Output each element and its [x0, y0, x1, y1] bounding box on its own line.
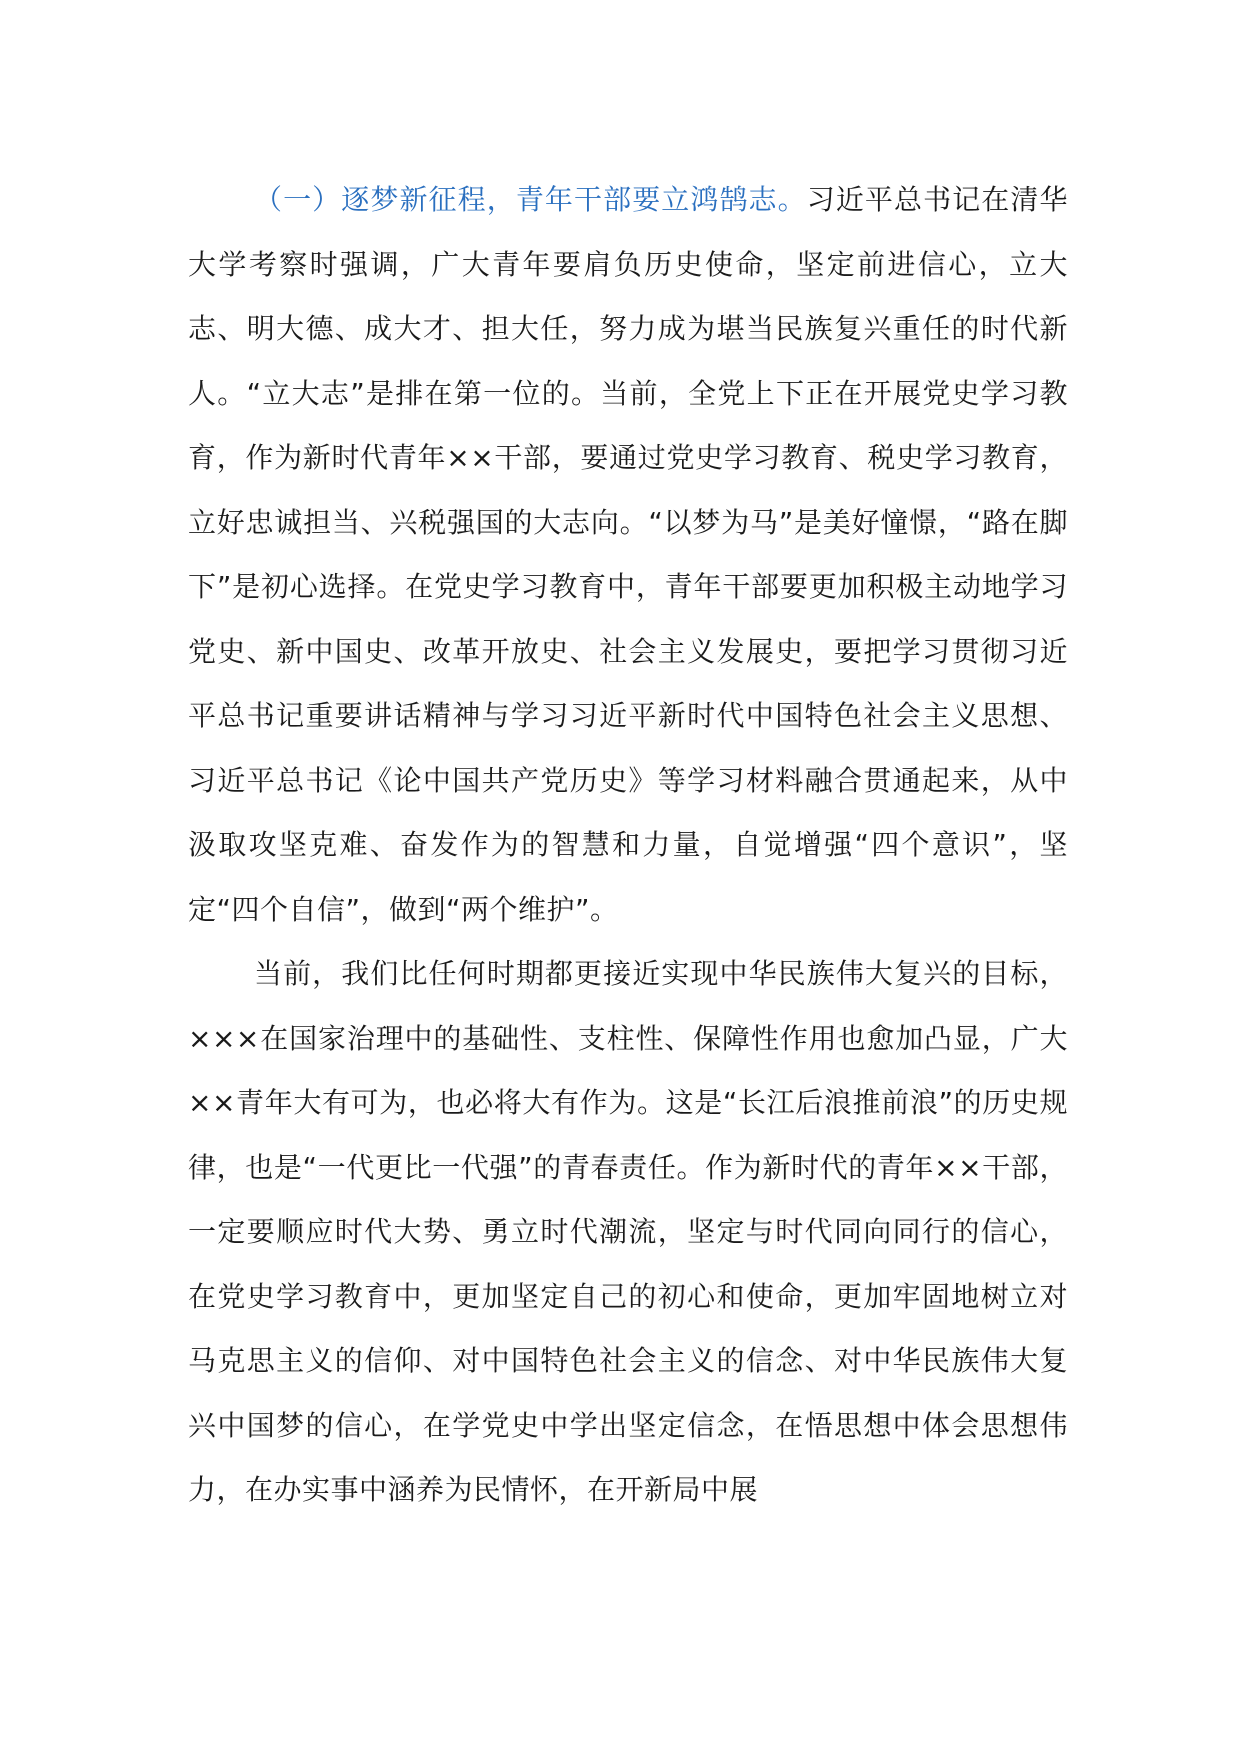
- paragraph-1-text: 习近平总书记在清华大学考察时强调，广大青年要肩负历史使命，坚定前进信心，立大志、明大德、成大才、担大任，努力成为堪当民族复兴重任的时代新人。“立大志”是排在第一位的。当前，全党上下正在开展党史学习教育，作为新时代青年××干部，要通过党史学习教育、税史学习教育，立好忠诚担当、兴税强国的大志向。“以梦为马”是美好憧憬，“路在脚下”是初心选择。在党史学习教育中，青年干部要更加积极主动地学习党史、新中国史、改革开放史、社会主义发展史，要把学习贯彻习近平总书记重要讲话精神与学习习近平新时代中国特色社会主义思想、习近平总书记《论中国共产党历史》等学习材料融合贯通起来，从中汲取攻坚克难、奋发作为的智慧和力量，自觉增强“四个意识”，坚定“四个自信”，做到“两个维护”。: [188, 183, 1068, 926]
- paragraph-2: [188, 942, 1068, 1523]
- paragraph-2-text: 当前，我们比任何时期都更接近实现中华民族伟大复兴的目标，×××在国家治理中的基础性、支柱性、保障性作用也愈加凸显，广大××青年大有可为，也必将大有作为。这是“长江后浪推前浪”的历史规律，也是“一代更比一代强”的青春责任。作为新时代的青年××干部，一定要顺应时代大势、勇立时代潮流，坚定与时代同向同行的信心，在党史学习教育中，更加坚定自己的初心和使命，更加牢固地树立对马克思主义的信仰、对中国特色社会主义的信念、对中华民族伟大复兴中国梦的信心，在学党史中学出坚定信念，在悟思想中体会思想伟力，在办实事中涵养为民情怀，在开新局中展: [188, 957, 1068, 1506]
- document-body: [188, 168, 1068, 1523]
- paragraph-1: [188, 168, 1068, 942]
- section-heading: （一）逐梦新征程，青年干部要立鸿鹄志。: [254, 183, 807, 216]
